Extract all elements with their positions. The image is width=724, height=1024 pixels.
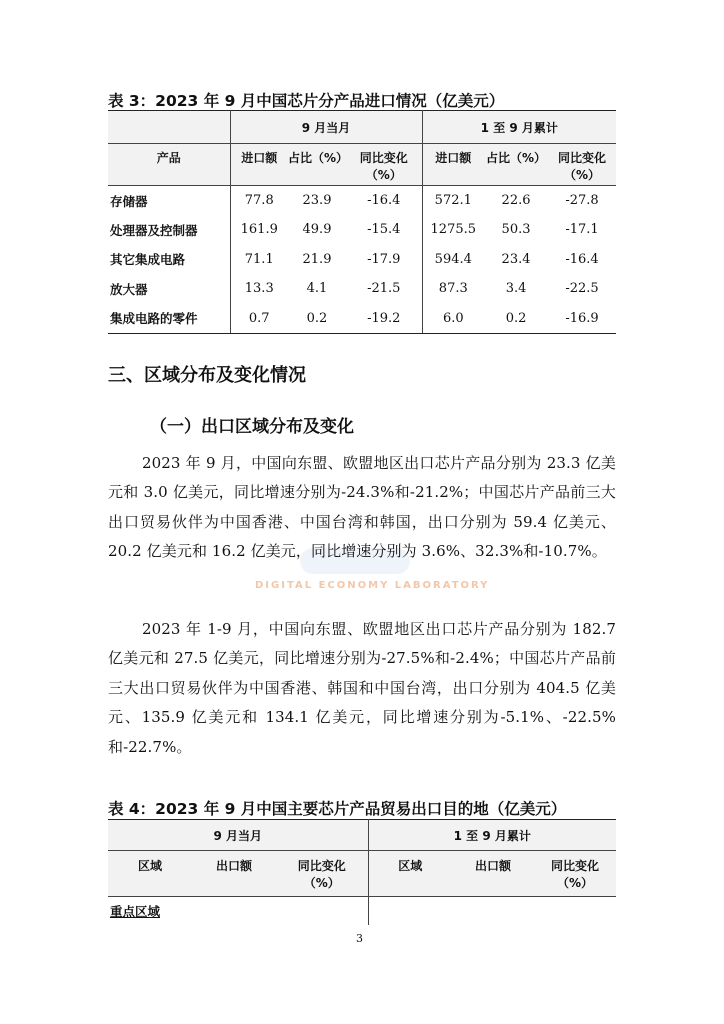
row-product-name: 其它集成电路 [108,245,230,275]
table3-col-share-month: 占比（%） [288,144,346,186]
cell-m-share: 0.2 [288,304,346,334]
cell-y-share: 23.4 [501,251,531,267]
table4-caption: 表 4：2023 年 9 月中国主要芯片产品贸易出口目的地（亿美元） [108,800,567,818]
table4-group-month: 9 月当月 [108,820,368,851]
cell-y-import: 1275.5 [430,222,477,238]
table3-col-import-ytd: 进口额 [422,144,484,186]
cell-m-import: 77.8 [244,193,274,208]
cell-y-import: 6.0 [422,304,484,334]
table3-body [108,186,616,334]
paragraph-1: 2023 年 9 月，中国向东盟、欧盟地区出口芯片产品分别为 23.3 亿美元和 3.0 亿美元，同比增速分别为-24.3%和-21.2%；中国芯片产品前三大出口贸易伙伴为中国香港、中国台湾和韩国，出口分别为 59.4 亿美元、20.2 亿美元和 16.2 亿美元，同比增速分别为 3.6%、32.3%和-10.7%。 [108,454,616,561]
cell-m-import: 13.3 [244,281,274,297]
cell-m-share: 49.9 [302,222,332,238]
cell-m-share: 4.1 [306,281,328,297]
cell-y-yoy: -16.9 [548,304,616,334]
cell-y-share: 50.3 [501,222,531,238]
row-product-name: 存储器 [108,186,230,216]
yoy-label: 同比变化 [359,151,408,165]
table3-col-product: 产品 [108,144,230,186]
table3-caption: 表 3：2023 年 9 月中国芯片分产品进口情况（亿美元） [108,92,505,110]
table-row [108,215,616,245]
cell-m-share: 21.9 [302,251,332,267]
yoy-label: 同比变化 [558,151,607,165]
cell-y-yoy: -16.4 [565,251,599,267]
cell-y-import: 572.1 [434,193,472,208]
paragraph-2: 2023 年 1-9 月，中国向东盟、欧盟地区出口芯片产品分别为 182.7 亿美元和 27.5 亿美元，同比增速分别为-27.5%和-2.4%；中国芯片产品前三大出口贸易伙伴为中国香港、韩国和中国台湾，出口分别为 404.5 亿美元、135.9 亿美元和 134.1 亿美元，同比增速分别为-5.1%、-22.5%和-22.7%。 [108,620,616,756]
yoy-unit: （%） [303,876,340,890]
table3-col-import-month: 进口额 [230,144,288,186]
table-row [108,245,616,275]
cell-m-import: 71.1 [244,251,274,267]
cell-y-share: 0.2 [484,304,548,334]
row-product-name: 处理器及控制器 [108,215,230,245]
table3-group-month: 9 月当月 [230,111,422,144]
table4-col-region-month: 区域 [108,851,192,897]
cell-m-yoy: -16.4 [346,186,422,216]
cell-y-yoy: -17.1 [565,222,599,238]
cell-y-import: 594.4 [434,251,472,267]
table4-col-export-ytd: 出口额 [452,851,534,897]
cell-y-share: 3.4 [505,281,527,297]
cell-m-import: 0.7 [230,304,288,334]
key-region-label: 重点区域 [110,903,161,919]
yoy-label: 同比变化 [551,859,600,873]
yoy-unit: （%） [564,168,601,182]
table4-row-label [108,897,368,925]
watermark-text: DIGITAL ECONOMY LABORATORY [255,580,490,591]
yoy-unit: （%） [365,168,402,182]
row-product-name: 放大器 [108,274,230,304]
table4-col-yoy-ytd [534,851,616,897]
table3 [108,110,616,334]
table-row [108,304,616,334]
cell-y-yoy: -22.5 [565,281,599,297]
table4 [108,819,616,925]
cell-m-yoy: -17.9 [346,245,422,275]
subsection-heading: （一）出口区域分布及变化 [150,417,354,437]
table4-col-yoy-month [276,851,368,897]
cell-m-import: 161.9 [240,222,278,238]
section-heading: 三、区域分布及变化情况 [108,365,306,386]
cell-y-share: 22.6 [501,193,531,208]
cell-m-yoy: -21.5 [346,274,422,304]
table-row [108,186,616,216]
row-product-name: 集成电路的零件 [108,304,230,334]
table-row [108,274,616,304]
table4-col-region-ytd: 区域 [368,851,452,897]
cell-m-yoy: -15.4 [346,215,422,245]
yoy-label: 同比变化 [297,859,346,873]
cell-y-yoy: -27.8 [565,193,599,208]
table3-col-yoy-ytd [548,144,616,186]
yoy-unit: （%） [556,876,594,890]
table4-group-ytd: 1 至 9 月累计 [368,820,616,851]
cell-y-import: 87.3 [438,281,468,297]
page-number: 3 [356,932,363,945]
table3-col-share-ytd: 占比（%） [484,144,548,186]
table3-col-yoy-month [346,144,422,186]
table3-group-ytd: 1 至 9 月累计 [422,111,616,144]
table4-col-export-month: 出口额 [192,851,276,897]
cell-m-yoy: -19.2 [346,304,422,334]
cell-m-share: 23.9 [302,193,332,208]
